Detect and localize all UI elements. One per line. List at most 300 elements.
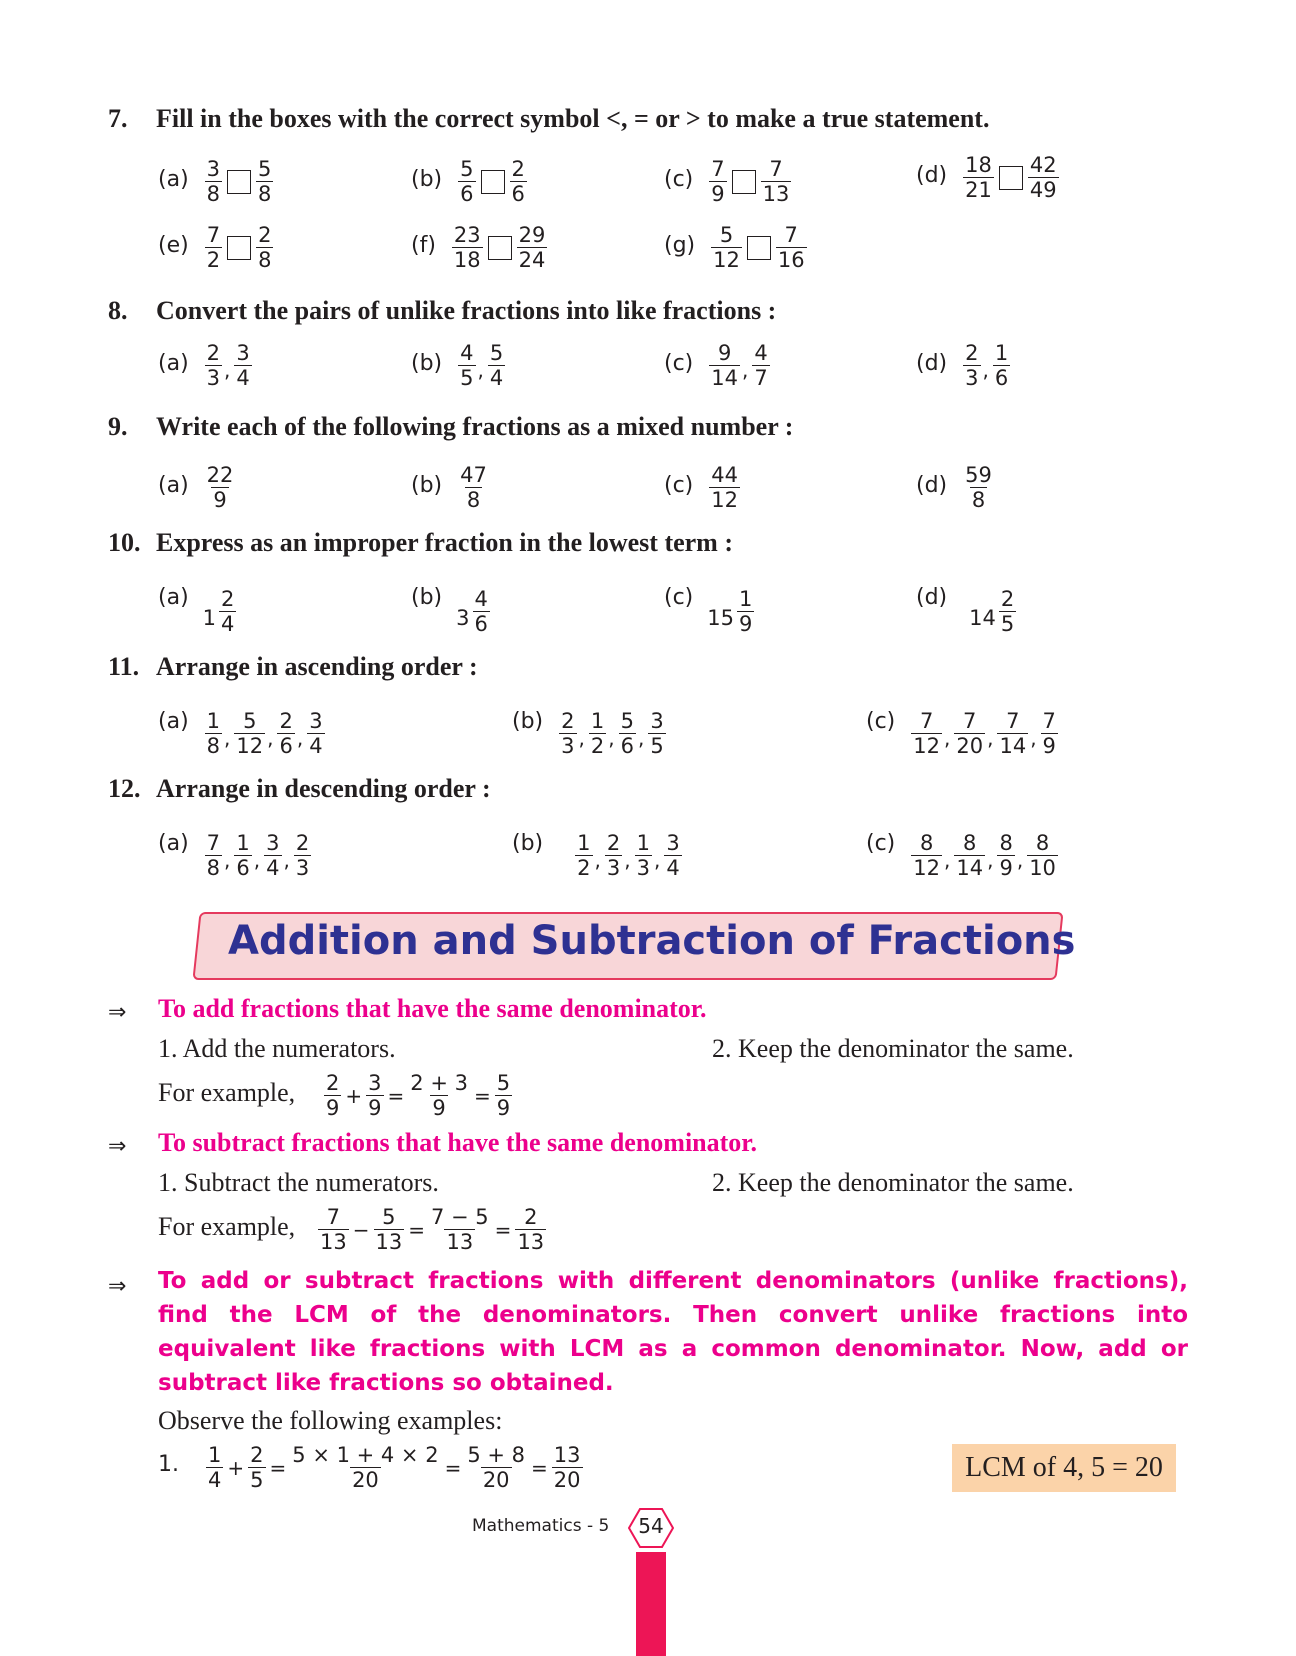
- fraction: [290, 1444, 440, 1491]
- denominator: 49: [1029, 178, 1057, 203]
- numerator: 29: [518, 223, 546, 247]
- fraction: [664, 832, 681, 879]
- fraction: [963, 464, 994, 511]
- denominator: 5: [460, 366, 474, 391]
- item-label: (d): [916, 473, 948, 499]
- question-number: 12.: [108, 774, 141, 803]
- comma: ,: [224, 847, 231, 872]
- denominator: 6: [511, 182, 525, 207]
- denominator: 9: [326, 1096, 340, 1121]
- fraction: [1027, 832, 1058, 879]
- numerator: 7: [206, 831, 221, 855]
- fraction: [307, 710, 324, 757]
- comma: ,: [224, 357, 231, 382]
- fraction: [635, 832, 652, 879]
- numerator: 5: [382, 1205, 396, 1229]
- denominator: 8: [206, 182, 221, 207]
- numerator: 2: [295, 831, 310, 855]
- fraction: [458, 158, 475, 205]
- fraction: [264, 832, 281, 879]
- denominator: 5: [650, 734, 664, 759]
- fraction: [452, 224, 483, 271]
- lcm-note: LCM of 4, 5 = 20: [952, 1444, 1176, 1492]
- fraction: [911, 710, 942, 757]
- example-number: 1.: [158, 1452, 179, 1477]
- comma: ,: [1030, 725, 1037, 750]
- numerator: 8: [963, 831, 977, 855]
- item-label: (b): [512, 709, 544, 735]
- item-label: (a): [158, 167, 189, 193]
- numerator: 3: [666, 831, 680, 855]
- numerator: 2: [524, 1205, 538, 1229]
- q8-item-c: [664, 342, 772, 389]
- fraction: [709, 158, 726, 205]
- item-label: (a): [158, 473, 189, 499]
- sub-example-label: For example,: [158, 1212, 296, 1241]
- q8-item-b: [411, 342, 507, 389]
- numerator: 5 + 8: [467, 1443, 526, 1467]
- numerator: 1: [236, 831, 250, 855]
- numerator: 8: [999, 831, 1013, 855]
- fraction: [248, 1444, 265, 1491]
- denominator: 20: [352, 1468, 379, 1493]
- numerator: 5 × 1 + 4 × 2: [292, 1443, 439, 1467]
- unlike-line-2: find the LCM of the denominators. Then convert unlike fractions into: [158, 1302, 1188, 1328]
- numerator: 7: [206, 223, 221, 247]
- denominator: 9: [432, 1096, 446, 1121]
- denominator: 9: [496, 1096, 511, 1121]
- numerator: 7: [1006, 709, 1020, 733]
- item-label: (d): [916, 585, 948, 611]
- item-label: (b): [411, 351, 443, 377]
- fraction: [205, 158, 222, 205]
- q9-item-a: [158, 464, 237, 511]
- comma: ,: [944, 725, 951, 750]
- numerator: 1: [590, 709, 605, 733]
- fraction: [294, 832, 311, 879]
- equals-sign: =: [494, 1217, 512, 1242]
- numerator: 2: [258, 223, 272, 247]
- denominator: 4: [266, 856, 280, 881]
- denominator: 13: [517, 1230, 545, 1255]
- numerator: 7: [784, 223, 798, 247]
- numerator: 4: [754, 341, 768, 365]
- numerator: 5: [243, 709, 257, 733]
- fraction: [737, 588, 754, 635]
- add-step-2: 2. Keep the denominator the same.: [712, 1034, 1074, 1063]
- answer-box[interactable]: [999, 166, 1023, 190]
- answer-box[interactable]: [481, 170, 505, 194]
- fraction: [709, 342, 740, 389]
- numerator: 3: [650, 709, 664, 733]
- fraction: [458, 464, 489, 511]
- numerator: 3: [266, 831, 280, 855]
- question-7-title: [108, 104, 989, 134]
- denominator: 3: [561, 734, 575, 759]
- comma: ,: [982, 357, 989, 382]
- fraction: [963, 342, 980, 389]
- fraction: [709, 464, 740, 511]
- numerator: 23: [453, 223, 481, 247]
- item-label: (c): [866, 831, 896, 857]
- fraction: [510, 158, 527, 205]
- denominator: 8: [466, 488, 481, 513]
- denominator: 6: [620, 734, 634, 759]
- plus-sign: +: [227, 1455, 245, 1480]
- q9-item-b: [411, 464, 491, 511]
- fraction: [458, 342, 475, 389]
- q7-item-b: [411, 158, 529, 205]
- comma: ,: [594, 847, 601, 872]
- question-8-title: [108, 296, 776, 326]
- answer-box[interactable]: [227, 170, 251, 194]
- fraction: [219, 588, 236, 635]
- fraction: [963, 154, 994, 201]
- question-10-title: [108, 528, 733, 558]
- numerator: 1: [206, 709, 221, 733]
- numerator: 5: [496, 1071, 511, 1095]
- equals-sign: =: [473, 1083, 491, 1108]
- fraction: [761, 158, 792, 205]
- denominator: 8: [971, 488, 986, 513]
- q11-item-b: [512, 710, 668, 757]
- numerator: 59: [965, 463, 992, 487]
- numerator: 3: [309, 709, 323, 733]
- fraction: [205, 224, 222, 271]
- denominator: 6: [994, 366, 1009, 391]
- numerator: 1: [577, 831, 591, 855]
- fraction: [997, 832, 1014, 879]
- fraction: [234, 710, 265, 757]
- denominator: 5: [250, 1468, 264, 1493]
- fraction: [473, 588, 490, 635]
- q9-item-d: [916, 464, 996, 511]
- numerator: 7: [711, 157, 725, 181]
- comma: ,: [578, 725, 585, 750]
- whole-number: 15: [707, 605, 734, 630]
- numerator: 2: [326, 1071, 340, 1095]
- denominator: 3: [965, 366, 979, 391]
- footer-subject: Mathematics - 5: [472, 1516, 610, 1536]
- comma: ,: [637, 725, 645, 750]
- fraction: [752, 342, 769, 389]
- fraction: [619, 710, 636, 757]
- fraction: [488, 342, 505, 389]
- numerator: 2: [606, 831, 621, 855]
- item-label: (d): [916, 163, 948, 189]
- fraction: [911, 832, 942, 879]
- fraction: [205, 710, 222, 757]
- numerator: 2: [1000, 587, 1015, 611]
- fraction: [277, 710, 294, 757]
- q10-item-d: [916, 585, 1018, 637]
- add-example-label: For example,: [158, 1078, 296, 1107]
- whole-number: 1: [202, 605, 217, 630]
- comma: ,: [987, 725, 994, 750]
- sub-example-equation: [316, 1206, 548, 1253]
- unlike-line-4: subtract like fractions so obtained.: [158, 1370, 614, 1396]
- question-number: 8.: [108, 296, 128, 325]
- section-title: Addition and Subtraction of Fractions: [228, 918, 1076, 964]
- answer-box[interactable]: [747, 236, 771, 260]
- denominator: 7: [754, 366, 768, 391]
- sub-step-2: 2. Keep the denominator the same.: [712, 1168, 1074, 1197]
- denominator: 4: [666, 856, 680, 881]
- item-label: (c): [664, 585, 694, 611]
- minus-sign: −: [352, 1217, 370, 1242]
- denominator: 9: [1042, 734, 1056, 759]
- item-label: (d): [916, 351, 948, 377]
- numerator: 2: [561, 709, 575, 733]
- numerator: 3: [206, 157, 221, 181]
- fraction: [1041, 710, 1058, 757]
- whole-number: 14: [969, 605, 996, 630]
- arrow-icon: ⇒: [108, 1000, 127, 1025]
- fraction: [776, 224, 807, 271]
- numerator: 2: [206, 341, 221, 365]
- question-text: Write each of the following fractions as a mixed number :: [156, 412, 794, 441]
- numerator: 2: [511, 157, 525, 181]
- denominator: 12: [913, 856, 940, 881]
- denominator: 12: [711, 488, 738, 513]
- numerator: 2 + 3: [410, 1071, 468, 1095]
- comma: ,: [477, 357, 484, 382]
- denominator: 13: [320, 1230, 347, 1255]
- numerator: 3: [236, 341, 250, 365]
- equals-sign: =: [444, 1455, 462, 1480]
- observe-text: Observe the following examples:: [158, 1406, 503, 1435]
- q9-item-c: [664, 464, 742, 511]
- numerator: 1: [739, 587, 753, 611]
- question-number: 10.: [108, 528, 141, 557]
- numerator: 7: [769, 157, 783, 181]
- comma: ,: [624, 847, 631, 872]
- question-9-title: [108, 412, 793, 442]
- denominator: 2: [577, 856, 591, 881]
- question-12-title: [108, 774, 491, 804]
- fraction: [318, 1206, 349, 1253]
- denominator: 9: [368, 1096, 382, 1121]
- question-number: 9.: [108, 412, 128, 441]
- fraction: [517, 224, 548, 271]
- numerator: 1: [994, 341, 1009, 365]
- fraction: [234, 342, 251, 389]
- equals-sign: =: [531, 1455, 548, 1480]
- numerator: 44: [711, 463, 738, 487]
- question-text: Convert the pairs of unlike fractions into like fractions :: [156, 296, 777, 325]
- answer-box[interactable]: [227, 236, 251, 260]
- denominator: 13: [375, 1230, 403, 1255]
- comma: ,: [253, 847, 261, 872]
- numerator: 5: [620, 709, 634, 733]
- arrow-icon: ⇒: [108, 1274, 127, 1299]
- item-label: (a): [158, 585, 189, 611]
- item-label: (b): [411, 473, 443, 499]
- question-text: Fill in the boxes with the correct symbol <, = or > to make a true statement.: [156, 104, 990, 133]
- comma: ,: [296, 725, 304, 750]
- q8-item-a: [158, 342, 254, 389]
- numerator: 7: [963, 709, 977, 733]
- fraction: [234, 832, 251, 879]
- item-label: (b): [411, 585, 443, 611]
- comma: ,: [742, 357, 749, 382]
- item-label: (c): [866, 709, 896, 735]
- fraction: [206, 1444, 223, 1491]
- denominator: 9: [999, 856, 1013, 881]
- fraction: [515, 1206, 546, 1253]
- numerator: 9: [717, 341, 732, 365]
- comma: ,: [608, 725, 615, 750]
- fraction: [552, 1444, 583, 1491]
- q7-item-a: [158, 158, 275, 205]
- fraction: [366, 1072, 383, 1119]
- fraction: [205, 464, 236, 511]
- fraction: [256, 158, 273, 205]
- fraction: [1028, 154, 1059, 201]
- q10-item-b: [411, 585, 492, 637]
- denominator: 3: [295, 856, 310, 881]
- denominator: 4: [489, 366, 504, 391]
- fraction: [589, 710, 606, 757]
- denominator: 13: [762, 182, 790, 207]
- fraction: [954, 832, 985, 879]
- item-label: (c): [664, 473, 694, 499]
- fraction: [559, 710, 576, 757]
- equals-sign: =: [269, 1455, 287, 1480]
- denominator: 20: [553, 1468, 581, 1493]
- fraction: [374, 1206, 405, 1253]
- unlike-example-equation: [204, 1444, 585, 1491]
- question-number: 7.: [108, 104, 128, 133]
- item-label: (e): [158, 233, 189, 259]
- denominator: 12: [236, 734, 264, 759]
- fraction: [999, 588, 1016, 635]
- denominator: 3: [206, 366, 221, 391]
- numerator: 5: [719, 223, 734, 247]
- numerator: 1: [208, 1443, 222, 1467]
- item-label: (a): [158, 709, 189, 735]
- q7-item-c: [664, 158, 793, 205]
- numerator: 47: [460, 463, 487, 487]
- item-label: (c): [664, 167, 694, 193]
- comma: ,: [283, 847, 290, 872]
- numerator: 5: [258, 157, 272, 181]
- q7-item-f: [411, 224, 549, 271]
- numerator: 2: [221, 587, 235, 611]
- numerator: 3: [368, 1071, 382, 1095]
- q10-item-a: [158, 585, 238, 637]
- denominator: 12: [913, 734, 940, 759]
- comma: ,: [653, 847, 661, 872]
- numerator: 13: [553, 1443, 581, 1467]
- q7-item-e: [158, 224, 275, 271]
- denominator: 8: [258, 182, 272, 207]
- denominator: 4: [236, 366, 250, 391]
- fraction: [954, 710, 985, 757]
- denominator: 14: [956, 856, 984, 881]
- q12-item-a: [158, 832, 313, 879]
- denominator: 20: [482, 1468, 510, 1493]
- item-label: (f): [411, 233, 436, 259]
- denominator: 8: [206, 856, 221, 881]
- denominator: 16: [777, 248, 805, 273]
- denominator: 4: [309, 734, 323, 759]
- numerator: 2: [965, 341, 979, 365]
- denominator: 2: [590, 734, 605, 759]
- question-11-title: [108, 652, 478, 682]
- numerator: 7: [1042, 709, 1056, 733]
- denominator: 9: [711, 182, 725, 207]
- denominator: 8: [258, 248, 272, 273]
- comma: ,: [987, 847, 994, 872]
- numerator: 5: [489, 341, 504, 365]
- denominator: 6: [474, 612, 488, 637]
- denominator: 6: [460, 182, 474, 207]
- fraction: [605, 832, 622, 879]
- item-label: (c): [664, 351, 694, 377]
- numerator: 2: [250, 1443, 264, 1467]
- q7-item-g: [664, 224, 809, 271]
- answer-box[interactable]: [732, 170, 756, 194]
- question-text: Arrange in descending order :: [156, 774, 491, 803]
- denominator: 3: [636, 856, 650, 881]
- add-same-heading: To add fractions that have the same denominator.: [158, 994, 707, 1023]
- page-number: 54: [638, 1514, 664, 1538]
- arrow-icon: ⇒: [108, 1134, 127, 1159]
- numerator: 7: [326, 1205, 341, 1229]
- denominator: 3: [606, 856, 621, 881]
- numerator: 4: [474, 587, 488, 611]
- sub-step-1: 1. Subtract the numerators.: [158, 1168, 439, 1197]
- denominator: 6: [279, 734, 293, 759]
- fraction: [205, 342, 222, 389]
- fraction: [465, 1444, 527, 1491]
- answer-box[interactable]: [488, 236, 512, 260]
- numerator: 2: [279, 709, 293, 733]
- fraction: [993, 342, 1010, 389]
- denominator: 14: [711, 366, 738, 391]
- denominator: 4: [208, 1468, 222, 1493]
- denominator: 20: [956, 734, 984, 759]
- item-label: (g): [664, 233, 696, 259]
- denominator: 21: [965, 178, 992, 203]
- numerator: 8: [919, 831, 934, 855]
- denominator: 8: [206, 734, 221, 759]
- question-text: Arrange in ascending order :: [156, 652, 478, 681]
- numerator: 42: [1029, 153, 1057, 177]
- add-example-equation: [322, 1072, 514, 1119]
- denominator: 14: [999, 734, 1027, 759]
- item-label: (b): [411, 167, 443, 193]
- denominator: 2: [206, 248, 221, 273]
- item-label: (a): [158, 831, 189, 857]
- unlike-line-1: To add or subtract fractions with different denominators (unlike fractions),: [158, 1268, 1188, 1294]
- q8-item-d: [916, 342, 1012, 389]
- denominator: 5: [1000, 612, 1015, 637]
- unlike-line-3: equivalent like fractions with LCM as a common denominator. Now, add or: [158, 1336, 1188, 1362]
- numerator: 7: [919, 709, 934, 733]
- comma: ,: [1016, 847, 1024, 872]
- fraction: [205, 832, 222, 879]
- denominator: 6: [236, 856, 250, 881]
- q11-item-a: [158, 710, 327, 757]
- fraction: [495, 1072, 512, 1119]
- denominator: 24: [518, 248, 546, 273]
- denominator: 9: [213, 488, 227, 513]
- comma: ,: [224, 725, 231, 750]
- q10-item-c: [664, 585, 756, 637]
- question-text: Express as an improper fraction in the lowest term :: [156, 528, 734, 557]
